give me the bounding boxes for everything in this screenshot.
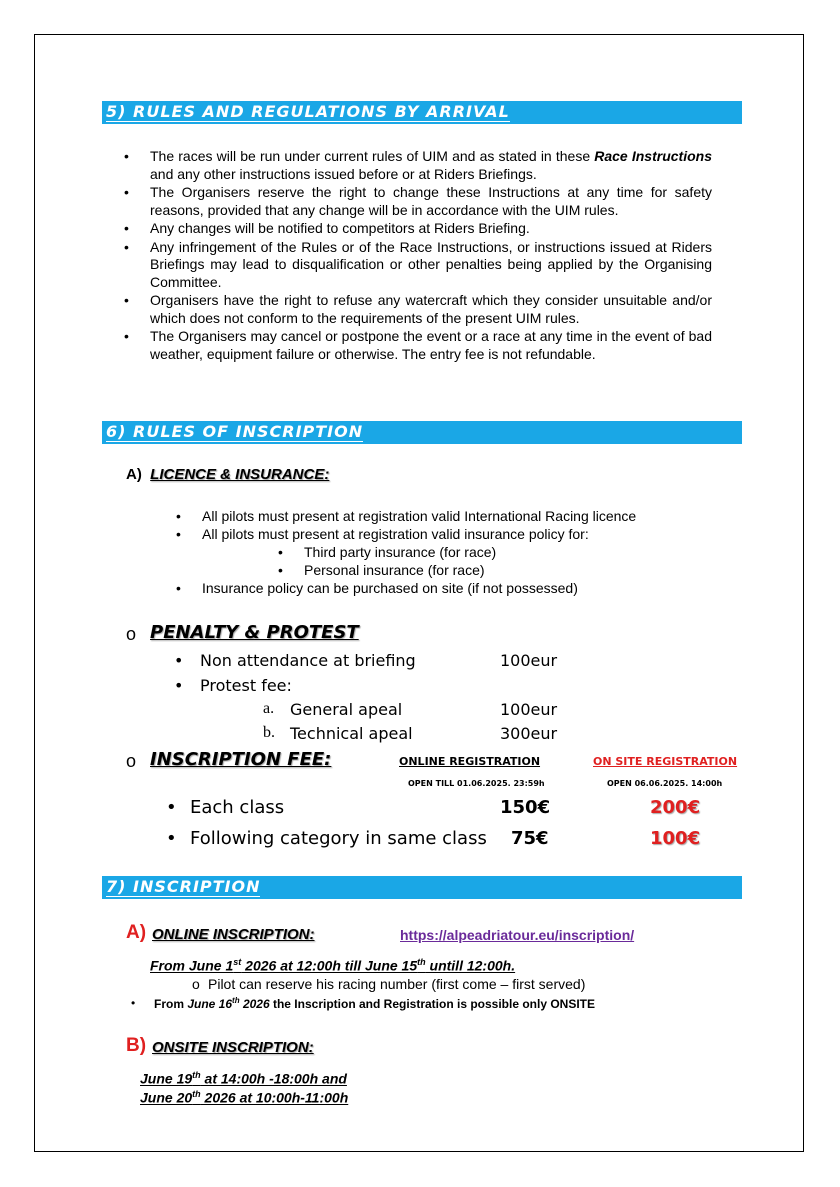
list-item: • The Organisers may cancel or postpone the event or a race at any time in the event of bad weather, equipment failure or otherwise. The entry fee is not refundable. xyxy=(122,328,712,363)
fee-onsite-value: 100€ xyxy=(650,828,701,849)
licence-sub-item: Third party insurance (for race) xyxy=(304,544,497,560)
licence-item: Insurance policy can be purchased on site (if not possessed) xyxy=(202,580,578,596)
inscription-link[interactable]: https://alpeadriatour.eu/inscription/ xyxy=(400,927,635,943)
online-inscription-title: ONLINE INSCRIPTION: xyxy=(152,926,315,943)
penalty-value: 100eur xyxy=(500,651,558,670)
circle-bullet-icon: o xyxy=(126,751,137,771)
circle-bullet-icon: o xyxy=(126,624,137,644)
penalty-title: PENALTY & PROTEST xyxy=(150,622,359,643)
online-period: From June 1st 2026 at 12:00h till June 15th untill 12:00h. xyxy=(150,957,516,974)
section-5-bar xyxy=(102,101,742,124)
bullet-icon: • xyxy=(278,562,283,578)
onsite-note: From June 16th 2026 the Inscription and Registration is possible only ONSITE xyxy=(154,996,596,1011)
section-7-bar xyxy=(102,876,742,899)
online-prefix: A) xyxy=(126,922,147,943)
onsite-prefix: B) xyxy=(126,1035,147,1056)
onsite-date-2: June 20th 2026 at 10:00h-11:00h xyxy=(140,1089,349,1106)
list-marker: b. xyxy=(263,724,275,741)
online-open-date: OPEN TILL 01.06.2025. 23:59h xyxy=(408,779,545,788)
list-marker: a. xyxy=(263,700,275,717)
list-item: • Any changes will be notified to competitors at Riders Briefing. xyxy=(122,220,712,238)
onsite-inscription-title: ONSITE INSCRIPTION: xyxy=(152,1039,314,1056)
penalty-label: General apeal xyxy=(290,700,403,719)
bullet-icon: • xyxy=(174,651,184,670)
penalty-value: 300eur xyxy=(500,724,558,743)
section-5-title: 5) RULES AND REGULATIONS BY ARRIVAL xyxy=(106,102,510,121)
bullet-icon: • xyxy=(176,580,181,596)
licence-heading: A) LICENCE & INSURANCE: xyxy=(126,466,330,483)
list-item: • Any infringement of the Rules or of the Race Instructions, or instructions issued at Riders Briefings may lead to disqualification or other penalties being applied by the Organising Committee. xyxy=(122,239,712,292)
bullet-icon: • xyxy=(176,526,181,542)
bullet-icon: • xyxy=(176,508,181,524)
penalty-label: Protest fee: xyxy=(200,676,292,695)
bullet-icon: • xyxy=(166,828,177,849)
fee-onsite-value: 200€ xyxy=(650,797,701,818)
bullet-icon: • xyxy=(166,797,177,818)
penalty-label: Non attendance at briefing xyxy=(200,651,416,670)
onsite-registration-label: ON SITE REGISTRATION xyxy=(593,755,738,768)
fee-online-value: 75€ xyxy=(511,828,549,849)
section-6-title: 6) RULES OF INSCRIPTION xyxy=(106,422,364,441)
rules-list xyxy=(122,148,712,364)
onsite-date-1: June 19th at 14:00h -18:00h and xyxy=(140,1070,347,1087)
bullet-icon: • xyxy=(174,676,184,695)
penalty-label: Technical apeal xyxy=(290,724,413,743)
section-6-bar xyxy=(102,421,742,444)
reserve-note: Pilot can reserve his racing number (first come – first served) xyxy=(208,976,586,992)
online-registration-label: ONLINE REGISTRATION xyxy=(399,755,541,768)
bullet-icon: • xyxy=(131,996,136,1010)
section-7-title: 7) INSCRIPTION xyxy=(106,877,261,896)
list-item: • The races will be run under current rules of UIM and as stated in these Race Instructions and any other instructions issued before or at Riders Briefings. xyxy=(122,148,712,183)
circle-bullet-icon: o xyxy=(192,976,200,992)
fee-row-label: Each class xyxy=(190,797,285,818)
fee-title: INSCRIPTION FEE: xyxy=(150,749,332,770)
licence-item: All pilots must present at registration valid International Racing licence xyxy=(202,508,637,524)
onsite-open-date: OPEN 06.06.2025. 14:00h xyxy=(607,779,723,788)
list-item: • The Organisers reserve the right to change these Instructions at any time for safety reasons, provided that any change will be in accordance with the UIM rules. xyxy=(122,184,712,219)
fee-online-value: 150€ xyxy=(500,797,551,818)
licence-sub-item: Personal insurance (for race) xyxy=(304,562,485,578)
licence-item: All pilots must present at registration valid insurance policy for: xyxy=(202,526,589,542)
fee-row-label: Following category in same class xyxy=(190,828,487,849)
list-item: • Organisers have the right to refuse any watercraft which they consider unsuitable and/or which does not conform to the requirements of the present UIM rules. xyxy=(122,292,712,327)
bullet-icon: • xyxy=(278,544,283,560)
penalty-value: 100eur xyxy=(500,700,558,719)
